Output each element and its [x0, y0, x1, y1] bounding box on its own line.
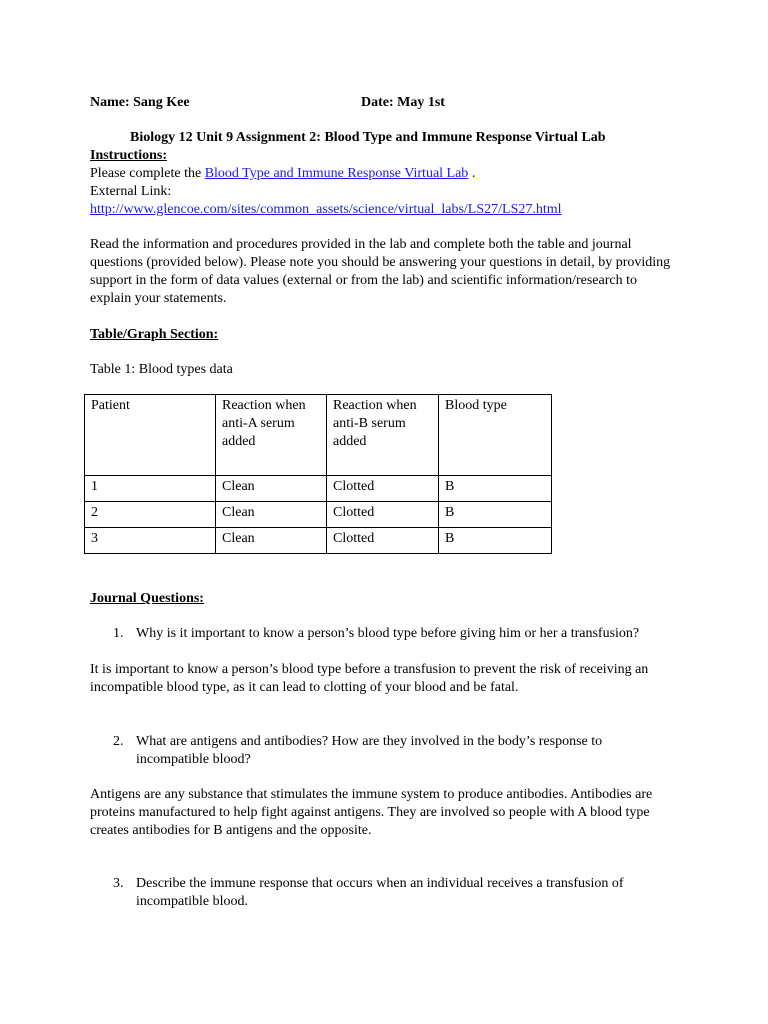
table-caption: Table 1: Blood types data [90, 362, 233, 377]
table-cell: 1 [85, 476, 216, 502]
external-link-label: External Link: [90, 184, 172, 199]
table-header-cell: Blood type [439, 395, 552, 476]
assignment-date: Date: May 1st [361, 95, 445, 110]
table-cell: B [439, 528, 552, 554]
instructions-line [90, 165, 475, 183]
table-header-cell: Patient [85, 395, 216, 476]
table-cell: Clean [216, 476, 327, 502]
table-cell: Clotted [327, 476, 439, 502]
table-cell: B [439, 476, 552, 502]
table-cell: Clean [216, 528, 327, 554]
question-text: Why is it important to know a person’s blood type before giving him or her a transfusion? [136, 626, 640, 641]
question-number: 1. [113, 626, 124, 641]
table-cell: 2 [85, 502, 216, 528]
answer-text: It is important to know a person’s blood type before a transfusion to prevent the risk of receiving an incompatible blood type, as it can lead to clotting of your blood and be fatal. [90, 662, 649, 695]
table-cell: Clotted [327, 528, 439, 554]
lab-link[interactable]: Blood Type and Immune Response Virtual Lab [204, 166, 469, 181]
table-row [85, 528, 552, 554]
table-section-heading: Table/Graph Section: [90, 327, 219, 342]
external-url-link[interactable]: http://www.glencoe.com/sites/common_assets/science/virtual_labs/LS27/LS27.html [90, 202, 562, 217]
table-cell: 3 [85, 528, 216, 554]
question-number: 3. [113, 876, 124, 891]
table-cell: Clotted [327, 502, 439, 528]
instructions-suffix: . [468, 166, 476, 181]
question-text: Describe the immune response that occurs when an individual receives a transfusion of incompatible blood. [136, 876, 624, 909]
table-header-row [85, 395, 552, 476]
intro-paragraph: Read the information and procedures provided in the lab and complete both the table and journal questions (provided below). Please note you should be answering your questions in detail, by providing support in the form of data values (external or from the lab) and scientific information/research to explain your statements. [90, 237, 671, 306]
blood-type-table [84, 394, 552, 554]
table-row [85, 476, 552, 502]
table-header-cell: Reaction when anti-B serum added [327, 395, 439, 476]
instructions-heading: Instructions: [90, 148, 168, 163]
document-title: Biology 12 Unit 9 Assignment 2: Blood Type and Immune Response Virtual Lab [130, 130, 606, 145]
question-text: What are antigens and antibodies? How are they involved in the body’s response to incompatible blood? [136, 734, 603, 767]
table-header-cell: Reaction when anti-A serum added [216, 395, 327, 476]
instructions-prefix: Please complete the [90, 166, 205, 181]
answer-text: Antigens are any substance that stimulates the immune system to produce antibodies. Antibodies are proteins manufactured to help fight against antigens. They are involved so people with A blood type creates antibodies for B antigens and the opposite. [90, 787, 653, 838]
table-cell: B [439, 502, 552, 528]
table-row [85, 502, 552, 528]
journal-heading: Journal Questions: [90, 591, 204, 606]
question-number: 2. [113, 734, 124, 749]
student-name: Name: Sang Kee [90, 95, 190, 110]
table-cell: Clean [216, 502, 327, 528]
